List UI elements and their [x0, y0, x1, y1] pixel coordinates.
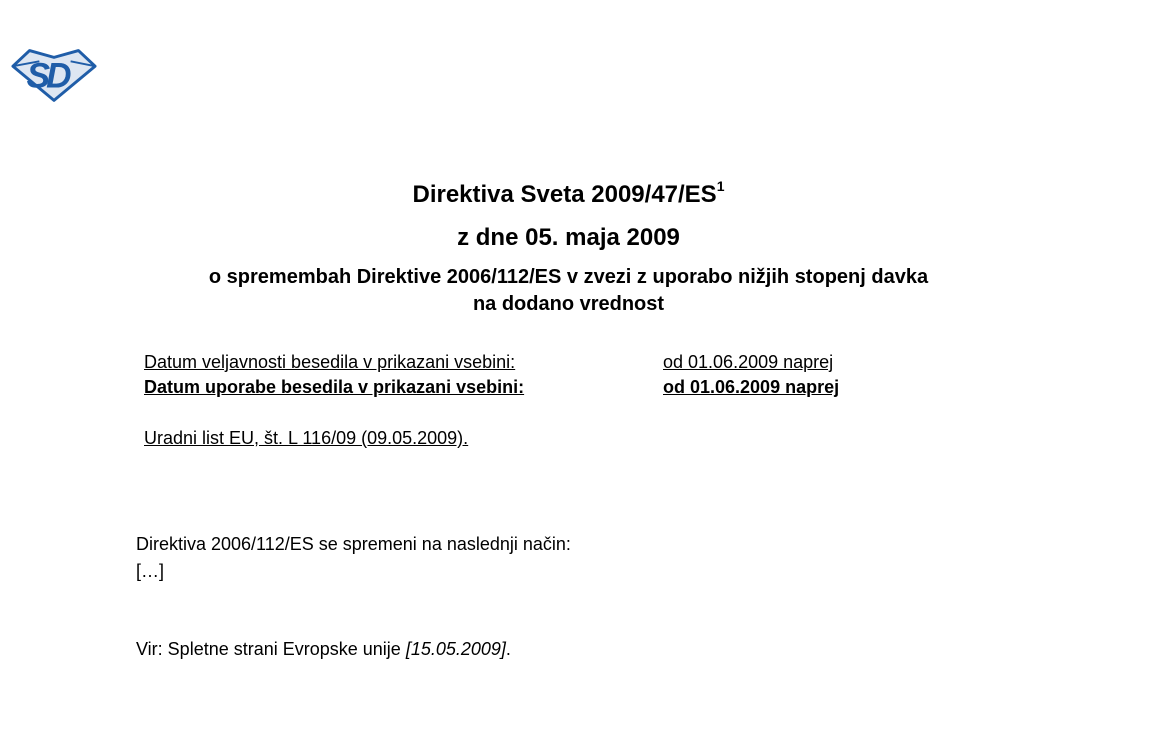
document-subtitle [0, 264, 1137, 318]
gazette-reference: Uradni list EU, št. L 116/09 (09.05.2009). [144, 428, 469, 448]
amendment-ellipsis: […] [136, 561, 165, 581]
title-text: Direktiva Sveta 2009/47/ES [412, 181, 717, 208]
title-footnote-ref: 1 [716, 178, 725, 194]
document-title [0, 174, 1137, 209]
subtitle-line-2: na dodano vrednost [472, 293, 665, 315]
validity-block [144, 350, 839, 400]
document-date-line: z dne 05. maja 2009 [457, 224, 680, 251]
logo-letters: SD [26, 56, 68, 96]
validity-value: od 01.06.2009 naprej [663, 377, 840, 397]
validity-label: Datum veljavnosti besedila v prikazani vsebini: [144, 352, 516, 372]
validity-row [144, 350, 839, 375]
validity-label: Datum uporabe besedila v prikazani vsebini: [144, 377, 525, 397]
source-prefix: Vir: Spletne strani Evropske unije [136, 639, 406, 659]
amendment-text [136, 531, 571, 585]
validity-value: od 01.06.2009 naprej [663, 352, 834, 372]
source-line [136, 637, 511, 661]
source-date: [15.05.2009] [405, 639, 506, 659]
amendment-line: Direktiva 2006/112/ES se spremeni na naslednji način: [136, 534, 571, 554]
subtitle-line-1: o spremembah Direktive 2006/112/ES v zvezi z uporabo nižjih stopenj davka [208, 266, 929, 288]
title-block [0, 174, 1137, 318]
sd-logo [10, 46, 98, 104]
source-suffix: . [505, 639, 511, 659]
validity-row [144, 375, 839, 400]
